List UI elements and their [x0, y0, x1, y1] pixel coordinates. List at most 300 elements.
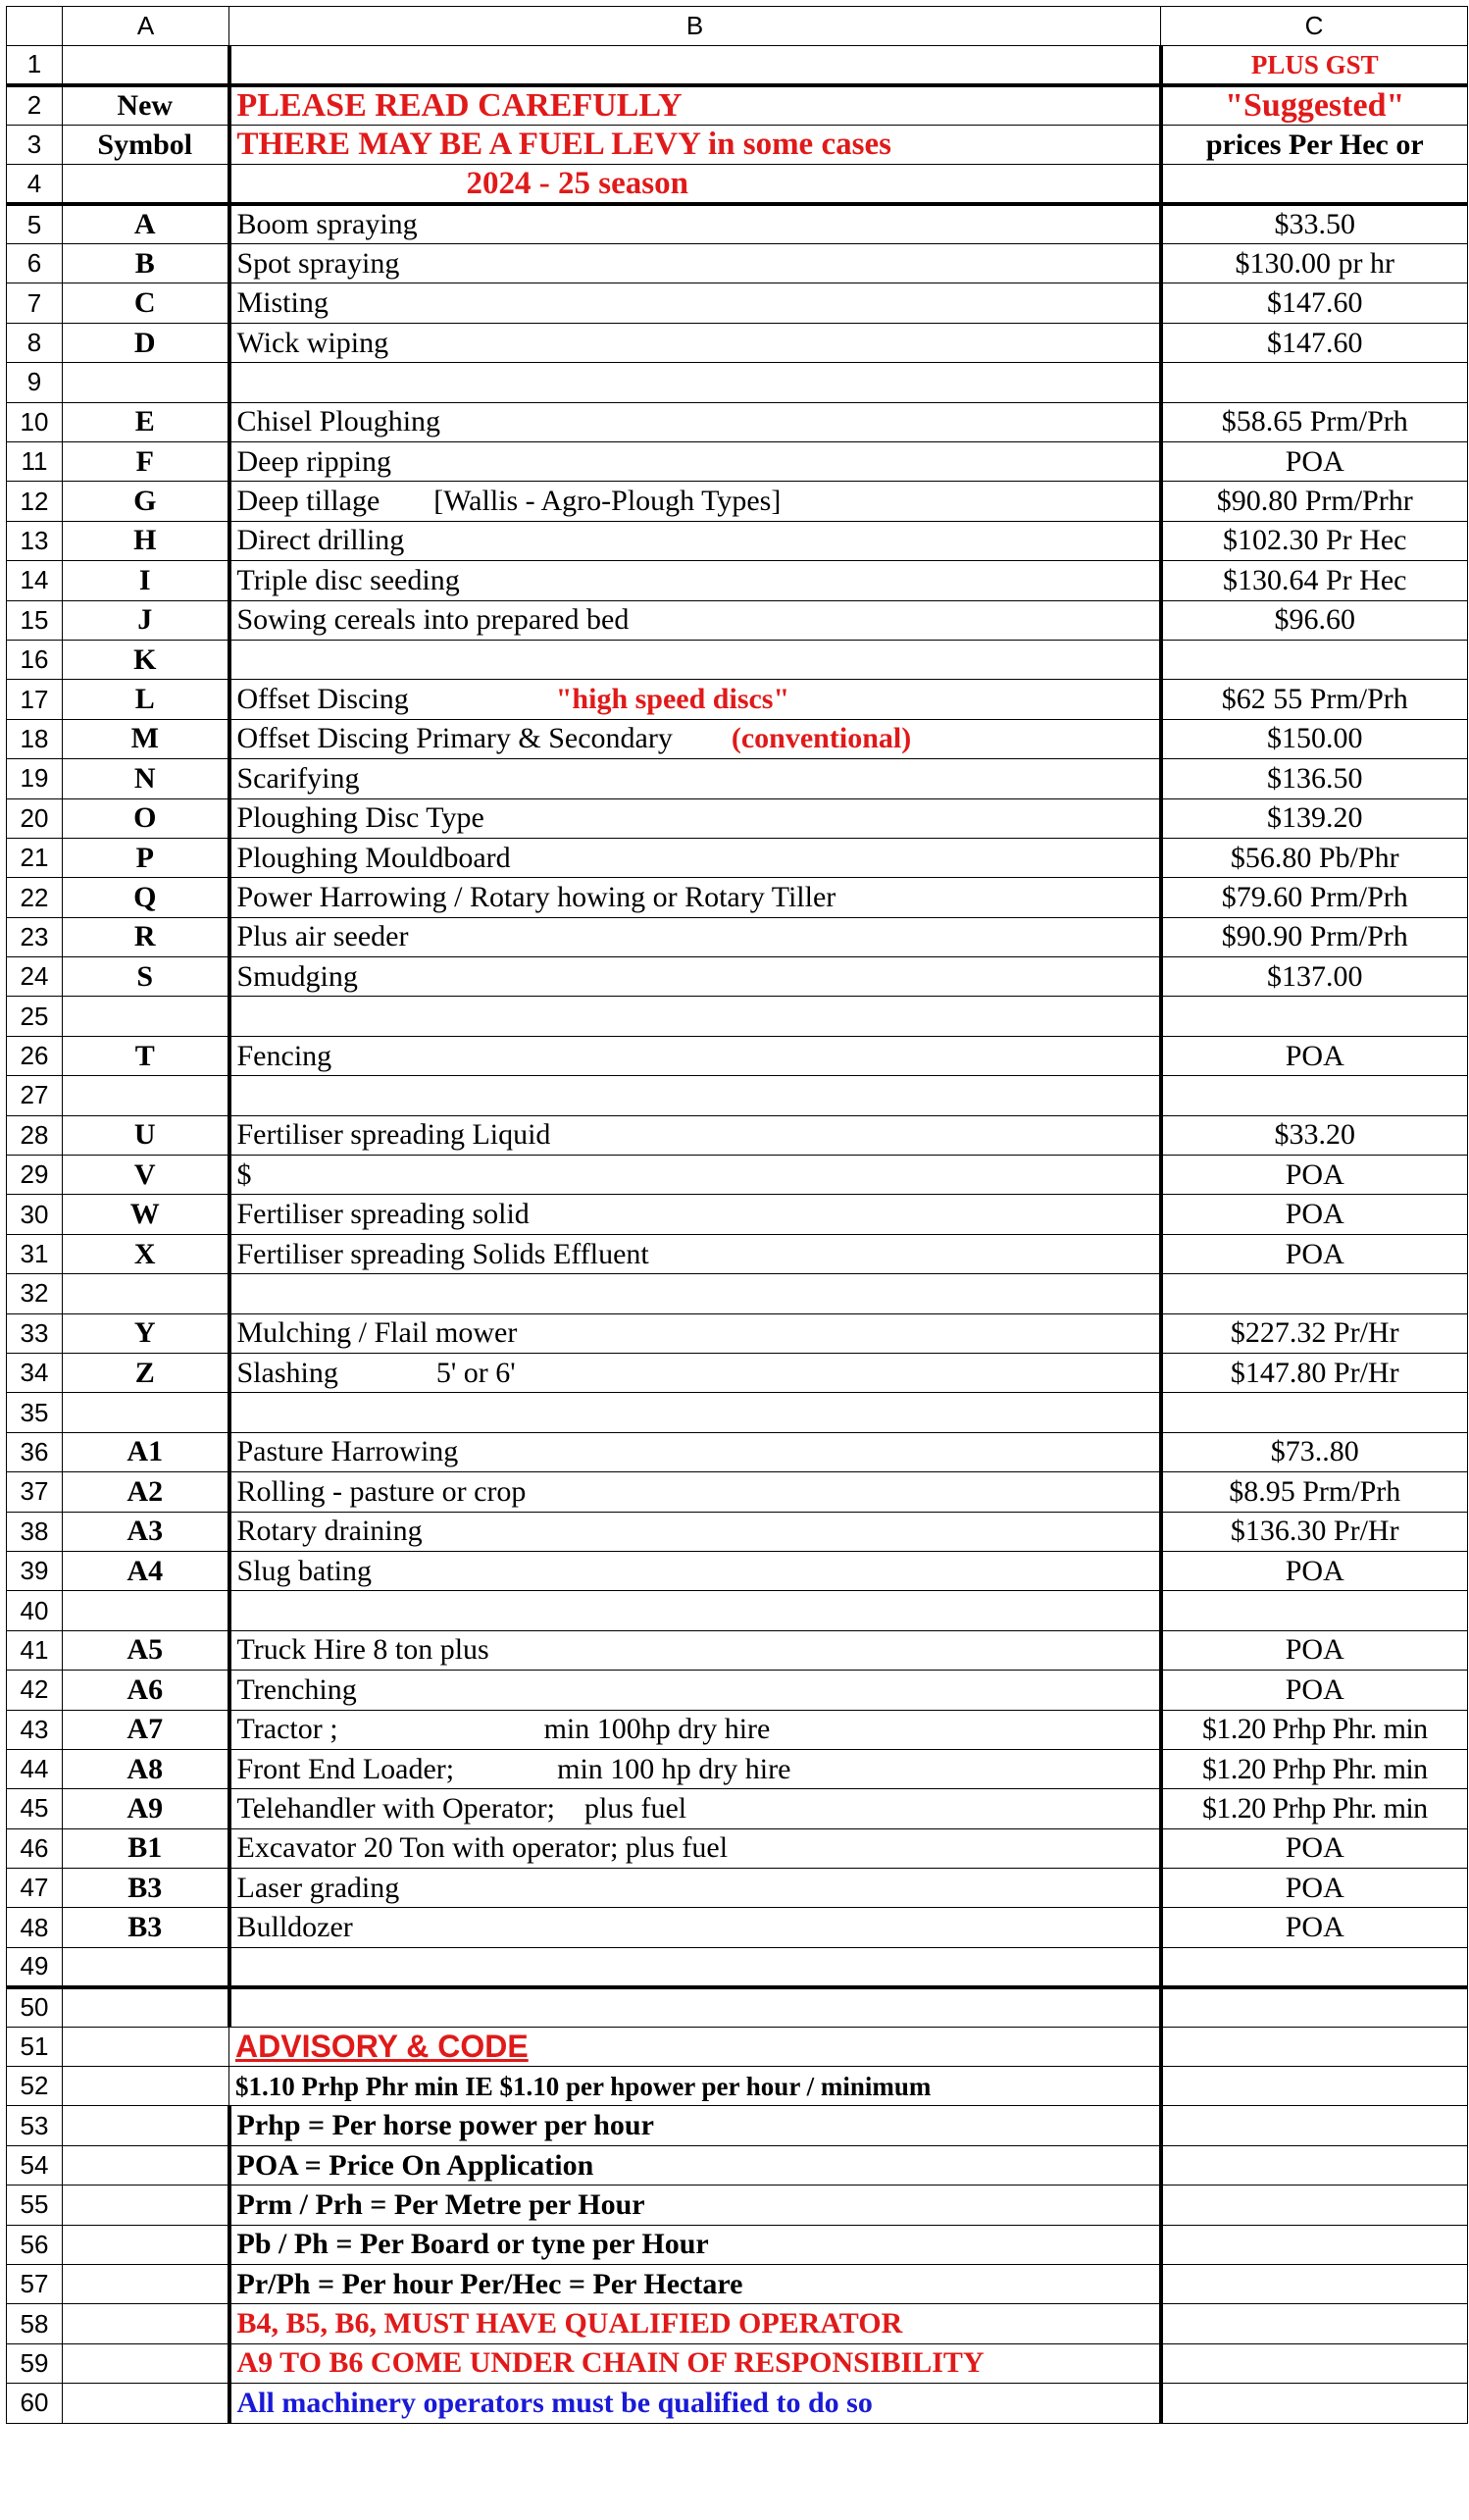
symbol-cell[interactable]: F [63, 442, 229, 482]
service-cell[interactable] [229, 1472, 1161, 1512]
price-cell[interactable]: $139.20 [1161, 798, 1468, 838]
symbol-cell[interactable]: Y [63, 1313, 229, 1353]
row-number[interactable]: 45 [7, 1789, 63, 1828]
price-cell[interactable] [1161, 2027, 1468, 2066]
row-number[interactable]: 56 [7, 2225, 63, 2264]
service-name: Ploughing Mouldboard [236, 841, 511, 874]
symbol-cell[interactable]: A8 [63, 1749, 229, 1788]
row-number[interactable]: 18 [7, 719, 63, 758]
price-cell[interactable]: POA [1161, 1551, 1468, 1590]
service-cell[interactable] [229, 1789, 1161, 1828]
sheet-row-52 [7, 2067, 1468, 2106]
symbol-cell[interactable]: X [63, 1234, 229, 1273]
symbol-cell[interactable]: J [63, 600, 229, 640]
row-number[interactable]: 3 [7, 125, 63, 164]
symbol-cell[interactable]: M [63, 719, 229, 758]
symbol-cell[interactable]: K [63, 640, 229, 679]
service-name: Bulldozer [236, 1911, 353, 1944]
row-number[interactable]: 58 [7, 2304, 63, 2343]
service-name: Truck Hire 8 ton plus [236, 1633, 489, 1667]
symbol-cell[interactable]: A4 [63, 1551, 229, 1590]
symbol-cell[interactable]: A2 [63, 1472, 229, 1512]
price-cell[interactable] [1161, 2384, 1468, 2423]
sheet-row-39 [7, 1551, 1468, 1590]
service-cell[interactable] [229, 1313, 1161, 1353]
service-cell[interactable] [229, 1630, 1161, 1670]
price-cell[interactable] [1161, 2264, 1468, 2303]
advisory-cell[interactable] [229, 2145, 1161, 2185]
row-number[interactable]: 46 [7, 1828, 63, 1868]
price-cell[interactable] [1161, 1947, 1468, 1986]
sheet-row-53 [7, 2106, 1468, 2145]
row-number[interactable]: 41 [7, 1630, 63, 1670]
price-cell[interactable]: POA [1161, 1828, 1468, 1868]
service-cell[interactable] [229, 1234, 1161, 1273]
price-cell[interactable]: POA [1161, 1908, 1468, 1947]
row-number[interactable]: 55 [7, 2186, 63, 2225]
column-header-b[interactable]: B [229, 7, 1161, 46]
symbol-cell[interactable] [63, 363, 229, 402]
price-cell[interactable] [1161, 1076, 1468, 1115]
price-cell[interactable]: POA [1161, 1195, 1468, 1234]
service-cell[interactable] [229, 402, 1161, 441]
symbol-cell[interactable]: H [63, 521, 229, 560]
service-cell[interactable] [229, 1947, 1161, 1986]
price-cell[interactable] [1161, 2067, 1468, 2106]
cell-b3[interactable] [229, 125, 1161, 164]
symbol-cell[interactable] [63, 2384, 229, 2423]
sheet-row-4 [7, 165, 1468, 204]
service-cell[interactable] [229, 1195, 1161, 1234]
sheet-row-17 [7, 680, 1468, 719]
row-number[interactable]: 28 [7, 1115, 63, 1155]
advisory-cell[interactable] [229, 2225, 1161, 2264]
symbol-cell[interactable]: Q [63, 878, 229, 917]
symbol-cell[interactable]: U [63, 1115, 229, 1155]
service-cell[interactable] [229, 1115, 1161, 1155]
corner-cell[interactable] [7, 7, 63, 46]
row-number[interactable]: 14 [7, 561, 63, 600]
row-number[interactable]: 25 [7, 997, 63, 1036]
price-cell[interactable]: $147.80 Pr/Hr [1161, 1354, 1468, 1393]
cell-c2[interactable] [1161, 85, 1468, 126]
service-cell[interactable] [229, 838, 1161, 877]
price-cell[interactable]: $136.30 Pr/Hr [1161, 1512, 1468, 1551]
column-header-a[interactable]: A [63, 7, 229, 46]
symbol-cell[interactable] [63, 1947, 229, 1986]
row-number[interactable]: 22 [7, 878, 63, 917]
symbol-cell[interactable]: A1 [63, 1432, 229, 1471]
cell-a4[interactable] [63, 165, 229, 204]
price-cell[interactable] [1161, 1393, 1468, 1432]
service-name: Scarifying [236, 761, 360, 795]
service-name: $ [236, 1157, 252, 1191]
symbol-cell[interactable]: O [63, 798, 229, 838]
price-cell[interactable] [1161, 2145, 1468, 2185]
service-cell[interactable] [229, 759, 1161, 798]
service-name: Deep ripping [236, 444, 391, 478]
sheet-row-29 [7, 1156, 1468, 1195]
service-name: Fencing [236, 1039, 332, 1072]
service-name: Rolling - pasture or crop [236, 1474, 527, 1508]
symbol-cell[interactable]: B1 [63, 1828, 229, 1868]
row-number[interactable]: 15 [7, 600, 63, 640]
advisory-line: $1.10 Prhp Phr min IE $1.10 per hpower per hour / minimum [235, 2071, 932, 2101]
sheet-row-18 [7, 719, 1468, 758]
advisory-cell[interactable] [229, 2384, 1161, 2423]
service-cell[interactable] [229, 561, 1161, 600]
price-cell[interactable]: POA [1161, 1671, 1468, 1710]
service-cell[interactable] [229, 1551, 1161, 1590]
symbol-cell[interactable] [63, 2304, 229, 2343]
row-number[interactable]: 2 [7, 85, 63, 126]
symbol-cell[interactable]: R [63, 917, 229, 956]
service-cell[interactable] [229, 1512, 1161, 1551]
symbol-cell[interactable]: Z [63, 1354, 229, 1393]
cell-b2[interactable] [229, 85, 1161, 126]
service-cell[interactable] [229, 1591, 1161, 1630]
symbol-cell[interactable]: A6 [63, 1671, 229, 1710]
plus-gst-label: PLUS GST [1250, 49, 1379, 79]
row-number[interactable]: 60 [7, 2384, 63, 2423]
advisory-line: Prhp = Per horse power per hour [236, 2109, 654, 2142]
price-cell[interactable]: POA [1161, 1869, 1468, 1908]
price-cell[interactable]: $90.80 Prm/Prhr [1161, 482, 1468, 521]
price-cell[interactable] [1161, 1274, 1468, 1313]
row-number[interactable]: 59 [7, 2343, 63, 2383]
row-number[interactable]: 33 [7, 1313, 63, 1353]
price-cell[interactable]: $130.64 Pr Hec [1161, 561, 1468, 600]
price-cell[interactable]: POA [1161, 1156, 1468, 1195]
service-cell[interactable] [229, 1749, 1161, 1788]
symbol-cell[interactable]: G [63, 482, 229, 521]
service-name: Fertiliser spreading Liquid [236, 1118, 551, 1152]
row-number[interactable]: 31 [7, 1234, 63, 1273]
advisory-line: POA = Price On Application [236, 2148, 594, 2182]
row-number[interactable]: 36 [7, 1432, 63, 1471]
row-number[interactable]: 51 [7, 2027, 63, 2066]
price-cell[interactable] [1161, 1591, 1468, 1630]
sheet-row-60 [7, 2384, 1468, 2423]
price-cell[interactable]: $130.00 pr hr [1161, 244, 1468, 283]
service-cell[interactable] [229, 1036, 1161, 1075]
service-cell[interactable] [229, 323, 1161, 362]
symbol-cell[interactable] [63, 2343, 229, 2383]
sheet-row-46 [7, 1828, 1468, 1868]
sheet-row-32 [7, 1274, 1468, 1313]
symbol-cell[interactable]: E [63, 402, 229, 441]
advisory-line: Prm / Prh = Per Metre per Hour [236, 2187, 645, 2221]
service-cell[interactable] [229, 1354, 1161, 1393]
price-cell[interactable] [1161, 1987, 1468, 2027]
row-number[interactable]: 21 [7, 838, 63, 877]
service-name: Telehandler with Operator; [236, 1791, 555, 1825]
symbol-cell[interactable]: S [63, 957, 229, 997]
symbol-cell[interactable] [63, 1274, 229, 1313]
symbol-cell[interactable] [63, 2106, 229, 2145]
symbol-cell[interactable]: P [63, 838, 229, 877]
symbol-cell[interactable] [63, 2027, 229, 2066]
service-name: Deep tillage [236, 485, 380, 518]
row-number[interactable]: 4 [7, 165, 63, 204]
service-cell[interactable] [229, 878, 1161, 917]
sheet-row-59 [7, 2343, 1468, 2383]
advisory-cell[interactable] [229, 2304, 1161, 2343]
service-cell[interactable] [229, 482, 1161, 521]
row-number[interactable]: 8 [7, 323, 63, 362]
symbol-cell[interactable]: B3 [63, 1908, 229, 1947]
price-cell[interactable] [1161, 2186, 1468, 2225]
symbol-cell[interactable] [63, 1591, 229, 1630]
row-number[interactable]: 38 [7, 1512, 63, 1551]
row-number[interactable]: 24 [7, 957, 63, 997]
cell-a2[interactable]: New [63, 85, 229, 126]
price-cell[interactable] [1161, 2106, 1468, 2145]
row-number[interactable]: 20 [7, 798, 63, 838]
symbol-cell[interactable]: I [63, 561, 229, 600]
sheet-row-8 [7, 323, 1468, 362]
symbol-cell[interactable]: L [63, 680, 229, 719]
service-name: Excavator 20 Ton with operator; plus fuel [236, 1831, 729, 1865]
sheet-row-25 [7, 997, 1468, 1036]
price-cell[interactable]: $227.32 Pr/Hr [1161, 1313, 1468, 1353]
price-cell[interactable]: $137.00 [1161, 957, 1468, 997]
service-name: Laser grading [236, 1871, 400, 1904]
symbol-cell[interactable] [63, 997, 229, 1036]
price-cell[interactable]: $33.20 [1161, 1115, 1468, 1155]
symbol-cell[interactable]: A7 [63, 1710, 229, 1749]
row-number[interactable]: 50 [7, 1987, 63, 2027]
row-number[interactable]: 39 [7, 1551, 63, 1590]
service-cell[interactable] [229, 1908, 1161, 1947]
price-cell[interactable]: $1.20 Prhp Phr. min [1161, 1710, 1468, 1749]
row-number[interactable]: 44 [7, 1749, 63, 1788]
price-cell[interactable]: $79.60 Prm/Prh [1161, 878, 1468, 917]
service-cell[interactable] [229, 640, 1161, 679]
price-cell[interactable]: $33.50 [1161, 204, 1468, 243]
service-cell[interactable] [229, 957, 1161, 997]
row-number[interactable]: 19 [7, 759, 63, 798]
row-number[interactable]: 27 [7, 1076, 63, 1115]
row-number[interactable]: 26 [7, 1036, 63, 1075]
advisory-cell[interactable] [229, 2186, 1161, 2225]
service-cell[interactable] [229, 1076, 1161, 1115]
sheet-row-13 [7, 521, 1468, 560]
sheet-row-6 [7, 244, 1468, 283]
advisory-cell[interactable] [229, 2027, 1161, 2066]
row-number[interactable]: 7 [7, 283, 63, 323]
service-cell[interactable] [229, 719, 1161, 758]
price-cell[interactable]: POA [1161, 1630, 1468, 1670]
sheet-row-27 [7, 1076, 1468, 1115]
sheet-row-1 [7, 46, 1468, 85]
row-number[interactable]: 42 [7, 1671, 63, 1710]
price-cell[interactable] [1161, 2304, 1468, 2343]
row-number[interactable]: 32 [7, 1274, 63, 1313]
symbol-cell[interactable] [63, 1393, 229, 1432]
column-header-c[interactable]: C [1161, 7, 1468, 46]
price-cell[interactable]: $102.30 Pr Hec [1161, 521, 1468, 560]
service-cell[interactable] [229, 1869, 1161, 1908]
advisory-cell[interactable] [229, 2106, 1161, 2145]
service-cell[interactable] [229, 1987, 1161, 2027]
advisory-cell[interactable] [229, 2343, 1161, 2383]
service-note: min 100 hp dry hire [557, 1752, 791, 1785]
row-number[interactable]: 11 [7, 442, 63, 482]
symbol-cell[interactable]: T [63, 1036, 229, 1075]
advisory-line: B4, B5, B6, MUST HAVE QUALIFIED OPERATOR [236, 2307, 903, 2340]
service-cell[interactable] [229, 798, 1161, 838]
symbol-cell[interactable]: A9 [63, 1789, 229, 1828]
service-cell[interactable] [229, 204, 1161, 243]
row-number[interactable]: 57 [7, 2264, 63, 2303]
service-cell[interactable] [229, 1432, 1161, 1471]
symbol-cell[interactable]: D [63, 323, 229, 362]
symbol-cell[interactable] [63, 1076, 229, 1115]
row-number[interactable]: 9 [7, 363, 63, 402]
row-number[interactable]: 6 [7, 244, 63, 283]
row-number[interactable]: 13 [7, 521, 63, 560]
sheet-row-45 [7, 1789, 1468, 1828]
service-note: plus fuel [583, 1791, 687, 1825]
cell-b4[interactable] [229, 165, 1161, 204]
advisory-line: All machinery operators must be qualified to do so [236, 2386, 873, 2419]
row-number[interactable]: 10 [7, 402, 63, 441]
symbol-cell[interactable]: V [63, 1156, 229, 1195]
price-cell[interactable] [1161, 2343, 1468, 2383]
row-number[interactable]: 29 [7, 1156, 63, 1195]
symbol-cell[interactable]: B [63, 244, 229, 283]
service-cell[interactable] [229, 1828, 1161, 1868]
service-cell[interactable] [229, 1710, 1161, 1749]
symbol-cell[interactable]: C [63, 283, 229, 323]
row-number[interactable]: 40 [7, 1591, 63, 1630]
symbol-cell[interactable]: A3 [63, 1512, 229, 1551]
price-cell[interactable]: $147.60 [1161, 323, 1468, 362]
price-cell[interactable]: $147.60 [1161, 283, 1468, 323]
price-cell[interactable]: POA [1161, 1036, 1468, 1075]
sheet-row-36 [7, 1432, 1468, 1471]
symbol-cell[interactable]: B3 [63, 1869, 229, 1908]
service-cell[interactable] [229, 442, 1161, 482]
price-cell[interactable] [1161, 640, 1468, 679]
service-name: Fertiliser spreading Solids Effluent [236, 1237, 649, 1270]
service-name: Smudging [236, 959, 358, 993]
cell-c3[interactable]: prices Per Hec or [1161, 125, 1468, 164]
price-cell[interactable]: $73..80 [1161, 1432, 1468, 1471]
price-cell[interactable]: $96.60 [1161, 600, 1468, 640]
cell-c4[interactable] [1161, 165, 1468, 204]
symbol-cell[interactable]: W [63, 1195, 229, 1234]
service-cell[interactable] [229, 1274, 1161, 1313]
service-name: Direct drilling [236, 524, 405, 557]
symbol-cell[interactable] [63, 2225, 229, 2264]
symbol-cell[interactable]: N [63, 759, 229, 798]
service-name: Tractor ; [236, 1713, 338, 1746]
service-cell[interactable] [229, 1671, 1161, 1710]
symbol-cell[interactable] [63, 2067, 229, 2106]
price-cell[interactable]: $1.20 Prhp Phr. min [1161, 1749, 1468, 1788]
cell-b1[interactable] [229, 46, 1161, 85]
row-number[interactable]: 49 [7, 1947, 63, 1986]
price-cell[interactable] [1161, 2225, 1468, 2264]
price-cell[interactable]: $62 55 Prm/Prh [1161, 680, 1468, 719]
price-cell[interactable]: $136.50 [1161, 759, 1468, 798]
service-cell[interactable] [229, 997, 1161, 1036]
service-cell[interactable] [229, 521, 1161, 560]
price-cell[interactable]: $150.00 [1161, 719, 1468, 758]
sheet-row-41 [7, 1630, 1468, 1670]
service-cell[interactable] [229, 1156, 1161, 1195]
service-cell[interactable] [229, 680, 1161, 719]
service-cell[interactable] [229, 917, 1161, 956]
sheet-row-3 [7, 125, 1468, 164]
row-number[interactable]: 23 [7, 917, 63, 956]
row-number[interactable]: 43 [7, 1710, 63, 1749]
price-cell[interactable]: $58.65 Prm/Prh [1161, 402, 1468, 441]
row-number[interactable]: 35 [7, 1393, 63, 1432]
price-cell[interactable]: $56.80 Pb/Phr [1161, 838, 1468, 877]
row-number[interactable]: 1 [7, 46, 63, 85]
price-cell[interactable] [1161, 997, 1468, 1036]
service-cell[interactable] [229, 600, 1161, 640]
cell-a3[interactable]: Symbol [63, 125, 229, 164]
price-cell[interactable]: POA [1161, 442, 1468, 482]
row-number[interactable]: 52 [7, 2067, 63, 2106]
row-number[interactable]: 5 [7, 204, 63, 243]
row-number[interactable]: 16 [7, 640, 63, 679]
symbol-cell[interactable] [63, 1987, 229, 2027]
row-number[interactable]: 30 [7, 1195, 63, 1234]
row-number[interactable]: 47 [7, 1869, 63, 1908]
cell-c1[interactable] [1161, 46, 1468, 85]
service-name: Slug bating [236, 1554, 373, 1587]
price-cell[interactable] [1161, 363, 1468, 402]
advisory-cell[interactable] [229, 2264, 1161, 2303]
price-cell[interactable]: $1.20 Prhp Phr. min [1161, 1789, 1468, 1828]
service-cell[interactable] [229, 244, 1161, 283]
price-cell[interactable]: POA [1161, 1234, 1468, 1273]
service-name: Power Harrowing / Rotary howing or Rotary Tiller [236, 881, 836, 913]
service-name: Plus air seeder [236, 920, 409, 953]
sheet-row-14 [7, 561, 1468, 600]
service-name: Rotary draining [236, 1515, 423, 1548]
sheet-row-11 [7, 442, 1468, 482]
symbol-cell[interactable] [63, 2145, 229, 2185]
price-cell[interactable]: $90.90 Prm/Prh [1161, 917, 1468, 956]
cell-a1[interactable] [63, 46, 229, 85]
row-number[interactable]: 12 [7, 482, 63, 521]
symbol-cell[interactable]: A5 [63, 1630, 229, 1670]
row-number[interactable]: 34 [7, 1354, 63, 1393]
symbol-cell[interactable] [63, 2264, 229, 2303]
row-number[interactable]: 53 [7, 2106, 63, 2145]
sheet-row-34 [7, 1354, 1468, 1393]
price-cell[interactable]: $8.95 Prm/Prh [1161, 1472, 1468, 1512]
row-number[interactable]: 37 [7, 1472, 63, 1512]
symbol-cell[interactable]: A [63, 204, 229, 243]
service-cell[interactable] [229, 363, 1161, 402]
service-cell[interactable] [229, 1393, 1161, 1432]
symbol-cell[interactable] [63, 2186, 229, 2225]
sheet-row-21 [7, 838, 1468, 877]
row-number[interactable]: 54 [7, 2145, 63, 2185]
service-cell[interactable] [229, 283, 1161, 323]
advisory-cell[interactable] [229, 2067, 1161, 2106]
sheet-row-37 [7, 1472, 1468, 1512]
row-number[interactable]: 48 [7, 1908, 63, 1947]
row-number[interactable]: 17 [7, 680, 63, 719]
